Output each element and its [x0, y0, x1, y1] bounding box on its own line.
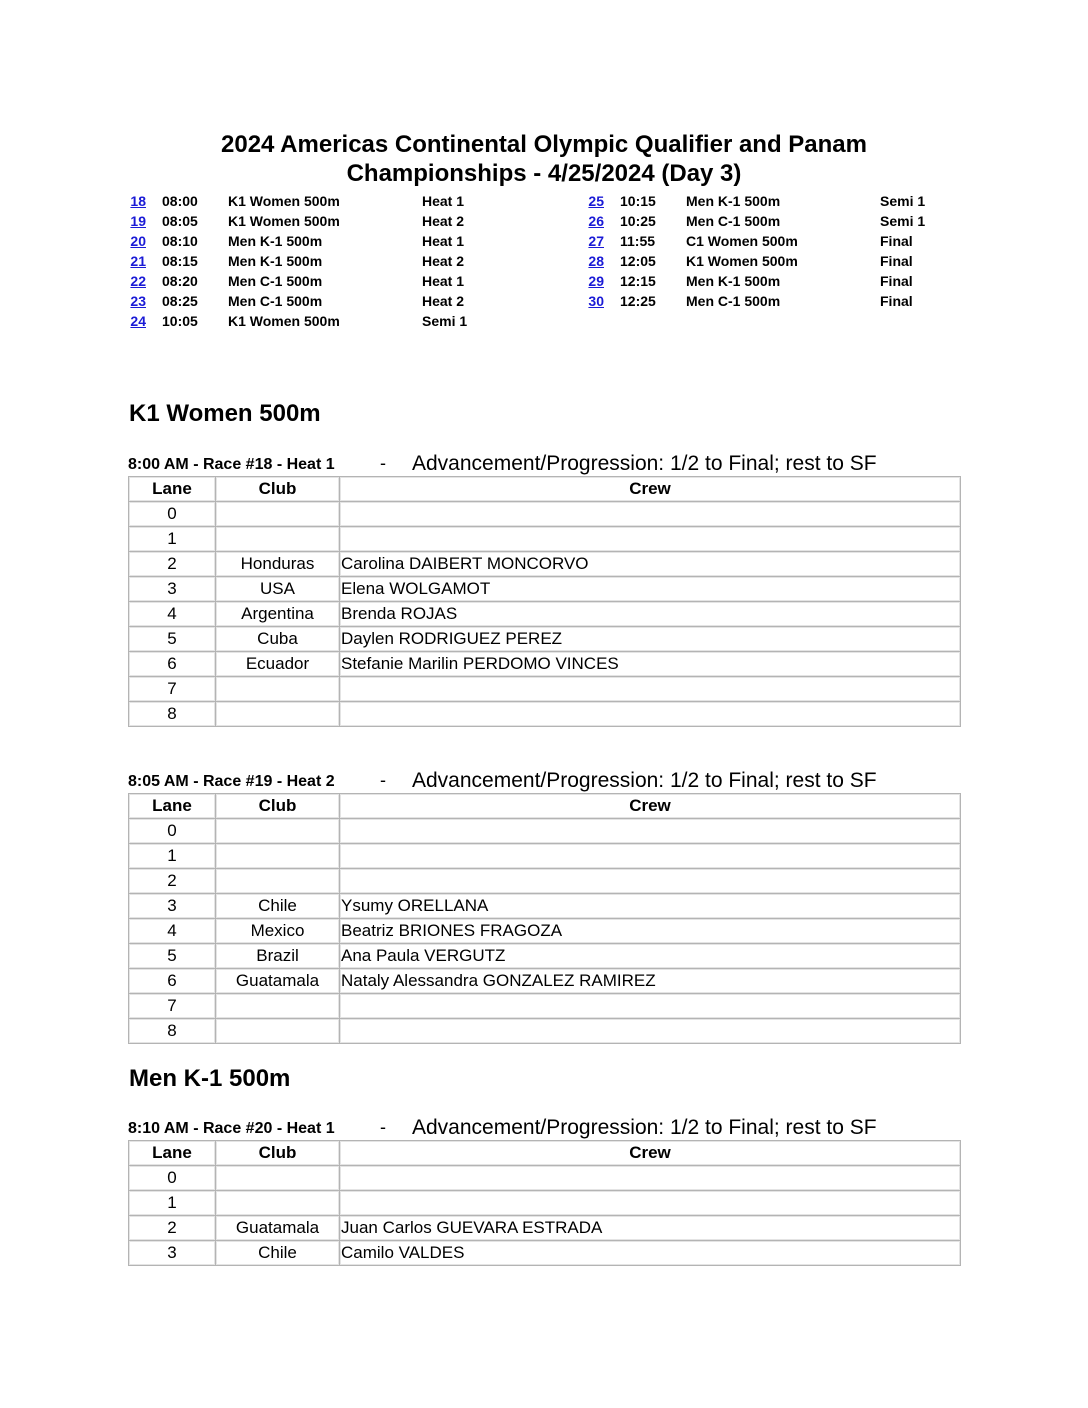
crew-cell	[340, 527, 961, 552]
lane-cell: 4	[129, 919, 216, 944]
race-link[interactable]: 28	[588, 253, 604, 269]
race-title: 8:10 AM - Race #20 - Heat 1	[128, 1120, 335, 1137]
table-row	[129, 994, 961, 1019]
club-cell: Brazil	[216, 944, 340, 969]
club-cell: Honduras	[216, 552, 340, 577]
club-cell	[216, 994, 340, 1019]
table-row	[129, 919, 961, 944]
race-event: Men K-1 500m	[686, 193, 781, 209]
race-title: 8:05 AM - Race #19 - Heat 2	[128, 773, 335, 790]
race-event: Men C-1 500m	[686, 213, 781, 229]
club-cell: Chile	[216, 894, 340, 919]
club-cell: Ecuador	[216, 652, 340, 677]
lane-cell: 1	[129, 527, 216, 552]
race-time: 10:05	[162, 313, 198, 329]
race-time: 11:55	[620, 233, 656, 249]
crew-cell	[340, 844, 961, 869]
club-column-header: Club	[216, 794, 340, 819]
race-event: Men C-1 500m	[686, 293, 781, 309]
crew-cell: Camilo VALDES	[340, 1241, 961, 1266]
crew-cell: Stefanie Marilin PERDOMO VINCES	[340, 652, 961, 677]
club-cell: Argentina	[216, 602, 340, 627]
lane-column-header: Lane	[129, 1141, 216, 1166]
race-link[interactable]: 24	[130, 313, 146, 329]
lane-cell: 8	[129, 1019, 216, 1044]
advancement-rule: Advancement/Progression: 1/2 to Final; rest to SF	[412, 769, 877, 792]
race-link[interactable]: 23	[130, 293, 146, 309]
lane-column-header: Lane	[129, 477, 216, 502]
race-title-separator: -	[380, 453, 386, 473]
schedule-row	[586, 291, 966, 311]
schedule-row	[128, 211, 548, 231]
crew-cell: Juan Carlos GUEVARA ESTRADA	[340, 1216, 961, 1241]
race-phase: Heat 2	[422, 253, 465, 269]
race-time: 12:25	[620, 293, 656, 309]
schedule-row	[128, 271, 548, 291]
lane-cell: 3	[129, 1241, 216, 1266]
race-header	[128, 450, 908, 476]
race-title-separator: -	[380, 1117, 386, 1137]
lane-cell: 3	[129, 577, 216, 602]
club-cell	[216, 819, 340, 844]
table-row	[129, 819, 961, 844]
crew-cell	[340, 1191, 961, 1216]
race-time: 10:25	[620, 213, 656, 229]
club-cell	[216, 677, 340, 702]
crew-cell: Nataly Alessandra GONZALEZ RAMIREZ	[340, 969, 961, 994]
lane-table	[128, 793, 961, 1044]
lane-cell: 1	[129, 1191, 216, 1216]
crew-cell: Elena WOLGAMOT	[340, 577, 961, 602]
club-column-header: Club	[216, 477, 340, 502]
race-event: C1 Women 500m	[686, 233, 798, 249]
lane-cell: 6	[129, 969, 216, 994]
race-phase: Semi 1	[880, 193, 926, 209]
race-link[interactable]: 29	[588, 273, 604, 289]
club-cell	[216, 1191, 340, 1216]
crew-column-header: Crew	[340, 477, 961, 502]
schedule-row	[128, 231, 548, 251]
lane-cell: 3	[129, 894, 216, 919]
race-header	[128, 767, 908, 793]
table-row	[129, 527, 961, 552]
lane-cell: 1	[129, 844, 216, 869]
club-cell: Mexico	[216, 919, 340, 944]
schedule-right-column	[586, 191, 966, 311]
race-title-separator: -	[380, 770, 386, 790]
table-header-row	[129, 1141, 961, 1166]
race-event: K1 Women 500m	[228, 193, 340, 209]
race-link[interactable]: 25	[588, 193, 604, 209]
race-link[interactable]: 20	[130, 233, 146, 249]
advancement-rule: Advancement/Progression: 1/2 to Final; rest to SF	[412, 452, 877, 475]
crew-cell	[340, 869, 961, 894]
race-time: 12:05	[620, 253, 656, 269]
club-cell	[216, 527, 340, 552]
title-line-1: 2024 Americas Continental Olympic Qualifier and Panam	[221, 131, 867, 158]
race-phase: Final	[880, 253, 913, 269]
race-time: 12:15	[620, 273, 656, 289]
schedule-left-column	[128, 191, 548, 331]
table-row	[129, 969, 961, 994]
schedule-row	[128, 291, 548, 311]
lane-column-header: Lane	[129, 794, 216, 819]
club-cell	[216, 869, 340, 894]
club-cell: Chile	[216, 1241, 340, 1266]
race-event: Men K-1 500m	[228, 253, 323, 269]
crew-cell	[340, 502, 961, 527]
schedule-row	[586, 191, 966, 211]
crew-column-header: Crew	[340, 794, 961, 819]
schedule-row	[128, 311, 548, 331]
race-phase: Heat 2	[422, 213, 465, 229]
race-time: 08:00	[162, 193, 198, 209]
race-event: Men C-1 500m	[228, 293, 323, 309]
race-time: 08:25	[162, 293, 198, 309]
race-time: 08:15	[162, 253, 198, 269]
race-event: K1 Women 500m	[228, 313, 340, 329]
lane-cell: 7	[129, 677, 216, 702]
lane-cell: 0	[129, 1166, 216, 1191]
club-cell	[216, 502, 340, 527]
race-phase: Semi 1	[880, 213, 926, 229]
lane-cell: 8	[129, 702, 216, 727]
schedule-row	[586, 251, 966, 271]
race-phase: Final	[880, 233, 913, 249]
event-heading: K1 Women 500m	[129, 400, 321, 427]
crew-cell	[340, 1166, 961, 1191]
lane-cell: 0	[129, 819, 216, 844]
race-phase: Final	[880, 293, 913, 309]
crew-column-header: Crew	[340, 1141, 961, 1166]
race-event: K1 Women 500m	[228, 213, 340, 229]
race-link[interactable]: 18	[130, 193, 146, 209]
table-row	[129, 894, 961, 919]
table-row	[129, 702, 961, 727]
table-row	[129, 627, 961, 652]
lane-cell: 5	[129, 944, 216, 969]
lane-cell: 2	[129, 869, 216, 894]
title-line-2: Championships - 4/25/2024 (Day 3)	[346, 160, 742, 187]
race-link[interactable]: 21	[130, 253, 146, 269]
crew-cell: Beatriz BRIONES FRAGOZA	[340, 919, 961, 944]
race-link[interactable]: 27	[588, 233, 604, 249]
club-cell: Guatamala	[216, 1216, 340, 1241]
race-phase: Heat 1	[422, 193, 465, 209]
race-event: Men K-1 500m	[686, 273, 781, 289]
race-phase: Final	[880, 273, 913, 289]
race-time: 08:20	[162, 273, 198, 289]
club-column-header: Club	[216, 1141, 340, 1166]
crew-cell	[340, 994, 961, 1019]
race-time: 08:10	[162, 233, 198, 249]
club-cell	[216, 844, 340, 869]
table-row	[129, 677, 961, 702]
race-title: 8:00 AM - Race #18 - Heat 1	[128, 456, 335, 473]
club-cell	[216, 1166, 340, 1191]
lane-cell: 2	[129, 552, 216, 577]
race-link[interactable]: 19	[130, 213, 146, 229]
crew-cell: Brenda ROJAS	[340, 602, 961, 627]
lane-cell: 7	[129, 994, 216, 1019]
document-title	[160, 130, 928, 188]
race-phase: Heat 1	[422, 233, 465, 249]
schedule-row	[586, 271, 966, 291]
club-cell	[216, 1019, 340, 1044]
advancement-rule: Advancement/Progression: 1/2 to Final; rest to SF	[412, 1116, 877, 1139]
lane-cell: 0	[129, 502, 216, 527]
table-row	[129, 577, 961, 602]
lane-table	[128, 476, 961, 727]
crew-cell	[340, 677, 961, 702]
lane-cell: 4	[129, 602, 216, 627]
race-phase: Heat 1	[422, 273, 465, 289]
club-cell: Cuba	[216, 627, 340, 652]
club-cell: USA	[216, 577, 340, 602]
race-phase: Heat 2	[422, 293, 465, 309]
race-event: K1 Women 500m	[686, 253, 798, 269]
table-header-row	[129, 477, 961, 502]
race-event: Men K-1 500m	[228, 233, 323, 249]
crew-cell: Ana Paula VERGUTZ	[340, 944, 961, 969]
race-time: 08:05	[162, 213, 198, 229]
schedule-row	[586, 211, 966, 231]
crew-cell: Carolina DAIBERT MONCORVO	[340, 552, 961, 577]
table-row	[129, 602, 961, 627]
lane-table	[128, 1140, 961, 1266]
race-time: 10:15	[620, 193, 656, 209]
crew-cell: Ysumy ORELLANA	[340, 894, 961, 919]
schedule-row	[128, 191, 548, 211]
table-row	[129, 1019, 961, 1044]
crew-cell	[340, 1019, 961, 1044]
event-heading: Men K-1 500m	[129, 1065, 291, 1092]
table-row	[129, 1216, 961, 1241]
lane-cell: 2	[129, 1216, 216, 1241]
schedule-row	[128, 251, 548, 271]
crew-cell	[340, 702, 961, 727]
race-header	[128, 1114, 908, 1140]
table-row	[129, 652, 961, 677]
crew-cell	[340, 819, 961, 844]
table-row	[129, 944, 961, 969]
table-header-row	[129, 794, 961, 819]
club-cell	[216, 702, 340, 727]
table-row	[129, 844, 961, 869]
table-row	[129, 869, 961, 894]
table-row	[129, 552, 961, 577]
club-cell: Guatamala	[216, 969, 340, 994]
race-link[interactable]: 26	[588, 213, 604, 229]
race-phase: Semi 1	[422, 313, 468, 329]
lane-cell: 5	[129, 627, 216, 652]
race-link[interactable]: 30	[588, 293, 604, 309]
table-row	[129, 1191, 961, 1216]
lane-cell: 6	[129, 652, 216, 677]
race-event: Men C-1 500m	[228, 273, 323, 289]
table-row	[129, 1166, 961, 1191]
table-row	[129, 502, 961, 527]
crew-cell: Daylen RODRIGUEZ PEREZ	[340, 627, 961, 652]
race-link[interactable]: 22	[130, 273, 146, 289]
table-row	[129, 1241, 961, 1266]
schedule-row	[586, 231, 966, 251]
